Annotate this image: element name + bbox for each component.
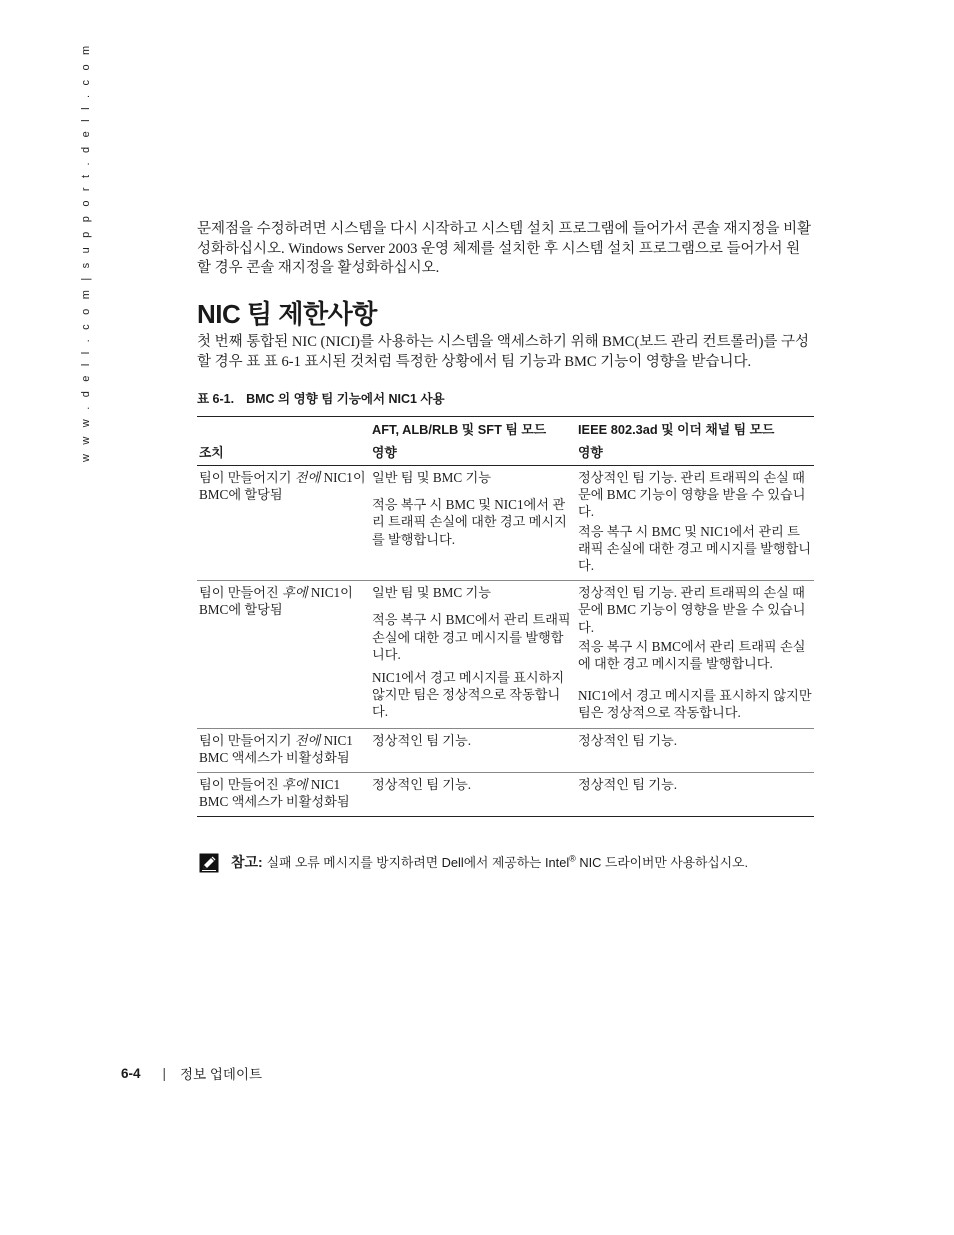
table-caption (197, 389, 445, 407)
table-row (197, 581, 814, 728)
pencil-note-icon (199, 853, 219, 873)
page-number: 6-4 (121, 1065, 141, 1081)
side-url: w w w . d e l l . c o m | s u p p o r t . d e l l . c o m (80, 42, 92, 462)
table-row (197, 773, 814, 817)
action-cell: 팀이 만들어진 후에 NIC1 BMC 액세스가 비활성화됨 (197, 773, 370, 817)
page-footer (121, 1063, 262, 1083)
table-row (197, 728, 814, 772)
impact-aft-cell: 일반 팀 및 BMC 기능 적응 복구 시 BMC에서 관리 트래픽 손실에 대한 경고 메시지를 발행합니다. NIC1에서 경고 메시지를 표시하지 않지만 팀은 정상적으로 작동합니다. (370, 581, 576, 728)
header-impact-aft: 영향 (370, 440, 576, 466)
impact-ieee-cell: 정상적인 팀 기능. (576, 773, 814, 817)
footer-title: 정보 업데이트 (180, 1067, 263, 1082)
header-blank (197, 417, 370, 441)
action-cell: 팀이 만들어지기 전에 NIC1 BMC 액세스가 비활성화됨 (197, 728, 370, 772)
table-header-row-modes (197, 417, 814, 441)
action-cell: 팀이 만들어진 후에 NIC1이 BMC에 할당됨 (197, 581, 370, 728)
table-caption-title: BMC 의 영향 팀 기능에서 NIC1 사용 (246, 392, 445, 406)
impact-aft-cell: 정상적인 팀 기능. (370, 773, 576, 817)
table-header-row-labels (197, 440, 814, 466)
impact-aft-cell: 정상적인 팀 기능. (370, 728, 576, 772)
note-block (199, 852, 819, 873)
impact-ieee-cell: 정상적인 팀 기능. (576, 728, 814, 772)
note-label: 참고: (231, 854, 263, 870)
section-heading: NIC 팀 제한사항 (197, 299, 377, 329)
impact-ieee-cell: 정상적인 팀 기능. 관리 트래픽의 손실 때문에 BMC 기능이 영향을 받을 수 있습니다. 적응 복구 시 BMC에서 관리 트래픽 손실에 대한 경고 메시지를 발행합니다. NIC1에서 경고 메시지를 표시하지 않지만 팀은 정상적으로 작동합니다. (576, 581, 814, 728)
header-impact-ieee: 영향 (576, 440, 814, 466)
impact-aft-cell: 일반 팀 및 BMC 기능 적응 복구 시 BMC 및 NIC1에서 관리 트래픽 손실에 대한 경고 메시지를 발행합니다. (370, 466, 576, 581)
header-ieee-modes: IEEE 802.3ad 및 이더 채널 팀 모드 (576, 417, 814, 441)
bmc-impact-table (197, 416, 814, 817)
action-cell: 팀이 만들어지기 전에 NIC1이 BMC에 할당됨 (197, 466, 370, 581)
registered-mark: ® (569, 853, 576, 864)
table-caption-number: 표 6-1. (197, 392, 235, 406)
footer-separator: | (162, 1065, 167, 1081)
section-paragraph: 첫 번째 통합된 NIC (NICI)를 사용하는 시스템을 액세스하기 위해 BMC(보드 관리 컨트롤러)를 구성할 경우 표 표 6-1 표시된 것처럼 특정한 상황에서 팀 기능과 BMC 기능이 영향을 받습니다. (197, 334, 810, 370)
header-aft-modes: AFT, ALB/RLB 및 SFT 팀 모드 (370, 417, 576, 441)
intro-paragraph: 문제점을 수정하려면 시스템을 다시 시작하고 시스템 설치 프로그램에 들어가서 콘솔 재지정을 비활성화하십시오. Windows Server 2003 운영 체제를 설치한 후 시스템 설치 프로그램으로 들어가서 원할 경우 콘솔 재지정을 활성화하십시오. (197, 221, 812, 276)
impact-ieee-cell: 정상적인 팀 기능. 관리 트래픽의 손실 때문에 BMC 기능이 영향을 받을 수 있습니다. 적응 복구 시 BMC 및 NIC1에서 관리 트래픽 손실에 대한 경고 메시지를 발행합니다. (576, 466, 814, 581)
header-action: 조치 (197, 440, 370, 466)
table-row (197, 466, 814, 581)
note-text: 참고: 실패 오류 메시지를 방지하려면 Dell에서 제공하는 Intel® NIC 드라이버만 사용하십시오. (231, 853, 749, 870)
